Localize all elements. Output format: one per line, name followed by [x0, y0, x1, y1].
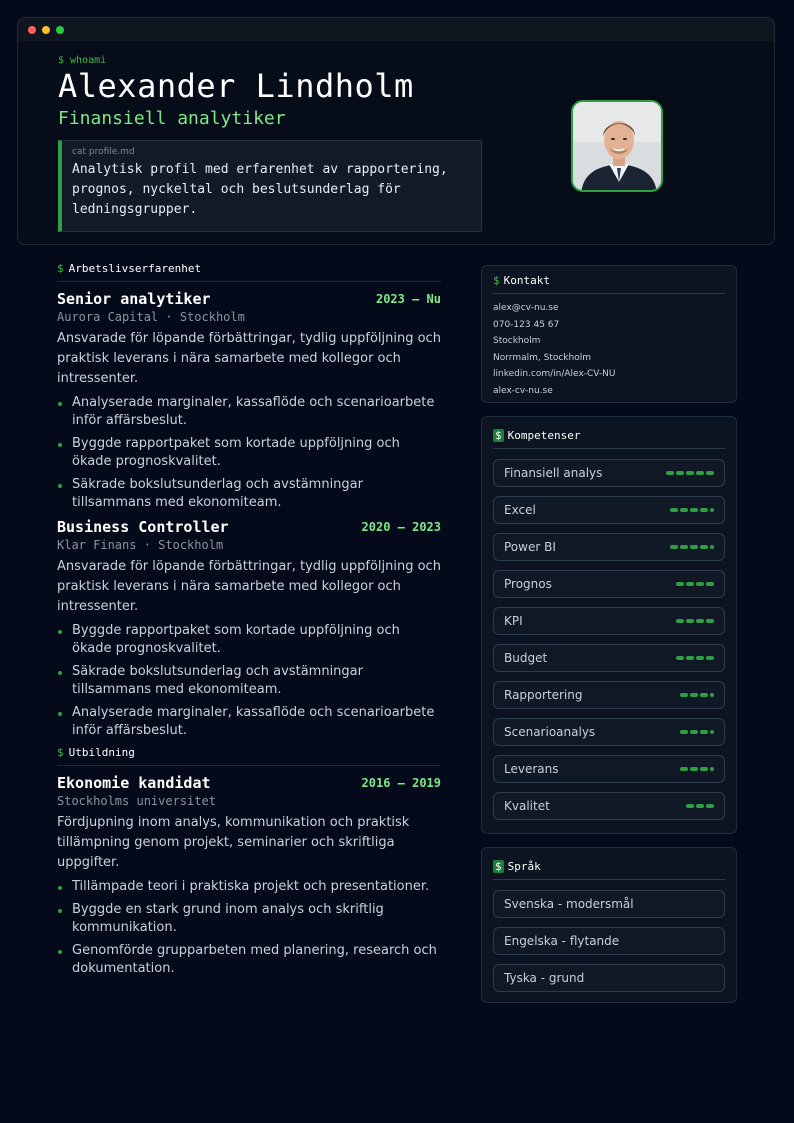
contact-city: Stockholm — [493, 336, 541, 346]
skill-level-dash — [676, 582, 684, 586]
languages-card — [481, 847, 737, 1003]
skill-level-meter — [666, 471, 714, 475]
bullet-item: Analyserade marginaler, kassaflöde och scenarioarbete inför affärsbeslut. — [57, 704, 441, 740]
skill-level-dash — [696, 619, 704, 623]
job-title: Senior analytiker — [57, 290, 211, 308]
contact-heading — [493, 274, 725, 294]
skill-item — [493, 644, 725, 672]
profile-text: Analytisk profil med erfarenhet av rapportering, prognos, nyckeltal och beslutsunderlag för ledningsgrupper. — [72, 162, 448, 217]
education-entry — [57, 774, 441, 978]
skill-level-meter — [680, 693, 714, 697]
dollar-prompt-icon: $ — [495, 429, 502, 442]
job-title: Business Controller — [57, 518, 229, 536]
job-bullets — [57, 394, 441, 512]
bullet-item: Säkrade bokslutsunderlag och avstämningar tillsammans med ekonomiteam. — [57, 476, 441, 512]
skill-name: Leverans — [504, 762, 559, 776]
bullet-item: Genomförde grupparbeten med planering, research och dokumentation. — [57, 942, 441, 978]
skill-level-dash — [696, 582, 704, 586]
skill-level-dash — [680, 545, 688, 549]
job-organization: Klar Finans · Stockholm — [57, 538, 224, 552]
education-description: Fördjupning inom analys, kommunikation och praktisk tillämpning genom projekt, seminarier och skriftliga uppgifter. — [57, 815, 410, 870]
job-description: Ansvarade för löpande förbättringar, tydlig uppföljning och praktisk leverans i nära samarbete med kollegor och intressenter. — [57, 331, 441, 386]
skill-level-dash — [680, 730, 688, 734]
minimize-dot-icon — [42, 26, 50, 34]
skill-level-dash — [680, 767, 688, 771]
language-item: Engelska - flytande — [493, 927, 725, 955]
language-item: Tyska - grund — [493, 964, 725, 992]
skills-list — [493, 459, 725, 820]
skill-level-half-dash — [710, 730, 714, 734]
portrait-photo-icon — [573, 102, 663, 192]
skill-item — [493, 607, 725, 635]
contact-card — [481, 265, 737, 403]
skill-name: Kvalitet — [504, 799, 550, 813]
window-titlebar — [18, 18, 774, 41]
skill-level-dash — [706, 804, 714, 808]
skill-name: Scenarioanalys — [504, 725, 596, 739]
skill-level-dash — [676, 471, 684, 475]
profile-summary-box — [58, 140, 482, 232]
skill-level-dash — [676, 656, 684, 660]
maximize-dot-icon — [56, 26, 64, 34]
skill-level-dash — [700, 545, 708, 549]
bullet-item: Analyserade marginaler, kassaflöde och scenarioarbete inför affärsbeslut. — [57, 394, 441, 430]
bullet-item: Byggde rapportpaket som kortade uppföljning och ökade prognoskvalitet. — [57, 622, 441, 658]
skill-level-dash — [686, 804, 694, 808]
skill-name: Budget — [504, 651, 548, 665]
skill-level-dash — [690, 730, 698, 734]
education-dates: 2016 – 2019 — [361, 776, 441, 790]
languages-heading — [493, 860, 725, 880]
skill-level-dash — [670, 508, 678, 512]
skill-name: Excel — [504, 503, 536, 517]
skill-level-dash — [696, 656, 704, 660]
education-bullets — [57, 878, 441, 978]
degree-title: Ekonomie kandidat — [57, 774, 211, 792]
skill-name: Prognos — [504, 577, 552, 591]
dollar-prompt-icon: $ — [57, 746, 64, 759]
skill-level-dash — [700, 730, 708, 734]
skill-item — [493, 533, 725, 561]
contact-heading-label: Kontakt — [503, 274, 550, 287]
skill-level-dash — [686, 582, 694, 586]
skill-name: KPI — [504, 614, 523, 628]
skill-level-dash — [686, 656, 694, 660]
skill-level-dash — [690, 693, 698, 697]
dollar-prompt-icon: $ — [495, 860, 502, 873]
contact-address: Norrmalm, Stockholm — [493, 352, 591, 363]
skill-level-half-dash — [710, 508, 714, 512]
skill-name: Finansiell analys — [504, 466, 603, 480]
skill-item — [493, 792, 725, 820]
bullet-item: Tillämpade teori i praktiska projekt och presentationer. — [57, 878, 441, 896]
skill-level-dash — [706, 471, 714, 475]
avatar — [571, 100, 663, 192]
skill-level-dash — [706, 619, 714, 623]
job-dates: 2023 – Nu — [375, 292, 441, 306]
skill-level-meter — [676, 582, 714, 586]
skills-heading-label: Kompetenser — [507, 429, 581, 442]
skill-item — [493, 718, 725, 746]
experience-heading — [57, 262, 441, 282]
dollar-prompt-icon: $ — [57, 262, 64, 275]
job-description: Ansvarade för löpande förbättringar, tydlig uppföljning och praktisk leverans i nära samarbete med kollegor och intressenter. — [57, 559, 441, 614]
skill-level-dash — [676, 619, 684, 623]
person-role: Finansiell analytiker — [58, 108, 286, 129]
job-entry — [57, 518, 441, 740]
skill-item — [493, 681, 725, 709]
education-heading-label: Utbildning — [68, 746, 135, 759]
job-entry — [57, 290, 441, 512]
dollar-prompt-icon: $ — [493, 274, 500, 287]
skill-level-dash — [690, 767, 698, 771]
skill-level-dash — [700, 767, 708, 771]
skill-level-meter — [676, 619, 714, 623]
job-bullets — [57, 622, 441, 740]
close-dot-icon — [28, 26, 36, 34]
language-item: Svenska - modersmål — [493, 890, 725, 918]
languages-heading-label: Språk — [507, 860, 541, 873]
education-heading — [57, 746, 441, 766]
contact-email[interactable]: alex@cv-nu.se — [493, 303, 559, 313]
contact-linkedin[interactable]: linkedin.com/in/Alex-CV-NU — [493, 369, 616, 379]
skills-heading — [493, 429, 725, 449]
skill-level-meter — [680, 767, 714, 771]
skill-level-dash — [666, 471, 674, 475]
skill-level-dash — [690, 508, 698, 512]
skill-level-meter — [670, 545, 714, 549]
skill-level-dash — [706, 656, 714, 660]
person-name: Alexander Lindholm — [58, 67, 414, 105]
contact-website[interactable]: alex-cv-nu.se — [493, 385, 553, 396]
skill-level-dash — [696, 804, 704, 808]
skill-level-meter — [670, 508, 714, 512]
skills-card — [481, 416, 737, 834]
main-column — [57, 262, 441, 984]
skill-level-half-dash — [710, 545, 714, 549]
bullet-item: Byggde en stark grund inom analys och skriftlig kommunikation. — [57, 901, 441, 937]
profile-command: cat profile.md — [72, 147, 135, 157]
skill-level-half-dash — [710, 767, 714, 771]
school-name: Stockholms universitet — [57, 794, 216, 808]
skill-level-dash — [706, 582, 714, 586]
header-window — [17, 17, 775, 245]
skill-level-dash — [700, 508, 708, 512]
skill-level-dash — [686, 471, 694, 475]
job-dates: 2020 – 2023 — [361, 520, 441, 534]
skill-name: Power BI — [504, 540, 556, 554]
skill-level-dash — [690, 545, 698, 549]
skill-item — [493, 496, 725, 524]
skill-level-dash — [696, 471, 704, 475]
job-organization: Aurora Capital · Stockholm — [57, 310, 245, 324]
skill-item — [493, 459, 725, 487]
skill-level-dash — [670, 545, 678, 549]
skill-level-meter — [686, 804, 714, 808]
skill-level-half-dash — [710, 693, 714, 697]
contact-phone[interactable]: 070-123 45 67 — [493, 319, 560, 330]
whoami-command: $ whoami — [58, 55, 107, 66]
skill-level-dash — [680, 693, 688, 697]
skill-item — [493, 570, 725, 598]
skill-level-meter — [680, 730, 714, 734]
bullet-item: Säkrade bokslutsunderlag och avstämningar tillsammans med ekonomiteam. — [57, 663, 441, 699]
skill-level-dash — [700, 693, 708, 697]
experience-heading-label: Arbetslivserfarenhet — [68, 262, 202, 275]
skill-level-dash — [686, 619, 694, 623]
skill-item — [493, 755, 725, 783]
skill-name: Rapportering — [504, 688, 583, 702]
bullet-item: Byggde rapportpaket som kortade uppföljning och ökade prognoskvalitet. — [57, 435, 441, 471]
skill-level-dash — [680, 508, 688, 512]
skill-level-meter — [676, 656, 714, 660]
